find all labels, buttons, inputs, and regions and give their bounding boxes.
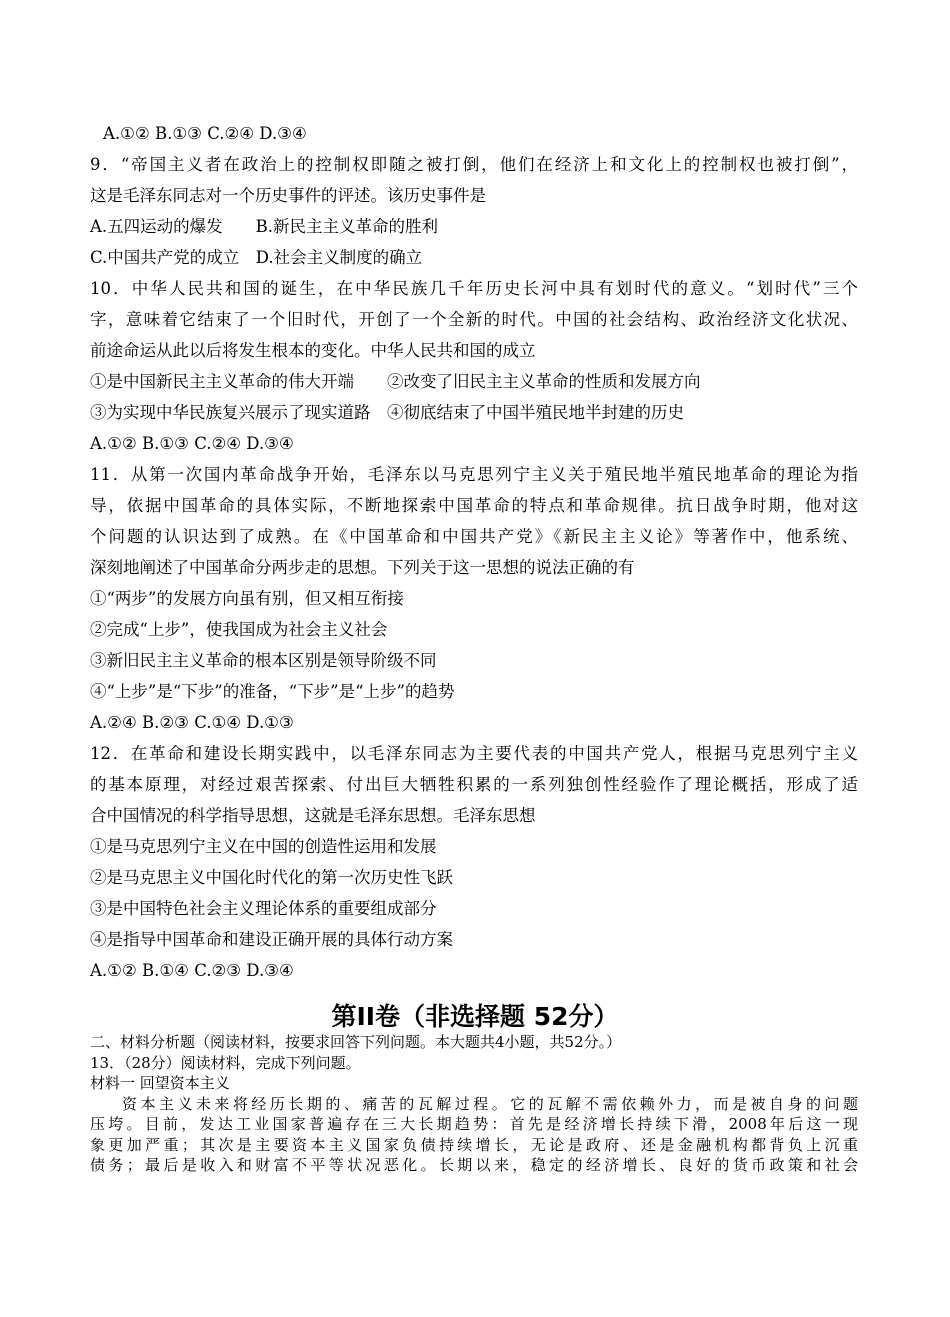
material-1-text: 债务；最后是收入和财富不平等状况恶化。长期以来，稳定的经济增长、良好的货币政策和社会 [90, 1156, 858, 1174]
question-10-stem: 前途命运从此以后将发生根本的变化。中华人民共和国的成立 [90, 341, 536, 360]
question-9-options: C.中国共产党的成立 D.社会主义制度的确立 [90, 248, 423, 267]
question-9-stem: 这是毛泽东同志对一个历史事件的评述。该历史事件是 [90, 186, 486, 205]
question-11-stem: 个问题的认识达到了成熟。在《中国革命和中国共产党》《新民主主义论》等著作中，他系统、 [90, 527, 858, 546]
material-analysis-section [90, 1032, 858, 1176]
question-12-statement: ②是马克思主义中国化时代化的第一次历史性飞跃 [90, 868, 453, 887]
question-11-stem: 11．从第一次国内革命战争开始，毛泽东以马克思列宁主义关于殖民地半殖民地革命的理论为指 [90, 465, 858, 484]
question-12-stem: 合中国情况的科学指导思想，这就是毛泽东思想。毛泽东思想 [90, 806, 536, 825]
material-1-text: 压垮。目前，发达工业国家普遍存在三大长期趋势：首先是经济增长持续下滑，2008年后这一现 [90, 1115, 858, 1133]
question-10-stem: 字，意味着它结束了一个旧时代，开创了一个全新的时代。中国的社会结构、政治经济文化状况、 [90, 310, 858, 329]
question-11-statement: ①“两步”的发展方向虽有别，但又相互衔接 [90, 589, 404, 608]
question-11-options: A.②④ B.②③ C.①④ D.①③ [90, 713, 294, 732]
question-11-statement: ④“上步”是“下步”的准备，“下步”是“上步”的趋势 [90, 682, 455, 701]
question-12-stem: 的基本原理，对经过艰苦探索、付出巨大牺牲积累的一系列独创性经验作了理论概括，形成了适 [90, 775, 858, 794]
question-9-stem: 9．“帝国主义者在政治上的控制权即随之被打倒，他们在经济上和文化上的控制权也被打倒”， [90, 155, 858, 174]
question-11-stem: 导，依据中国革命的具体实际，不断地探索中国革命的特点和革命规律。抗日战争时期，他对这 [90, 496, 858, 515]
material-1-text: 资本主义未来将经历长期的、痛苦的瓦解过程。它的瓦解不需依赖外力，而是被自身的问题 [122, 1094, 858, 1113]
question-11-statement: ③新旧民主主义革命的根本区别是领导阶级不同 [90, 651, 437, 670]
material-1-heading: 材料一 回望资本主义 [90, 1074, 230, 1092]
question-13-stem: 13．（28分）阅读材料，完成下列问题。 [90, 1053, 361, 1072]
question-10-options: A.①② B.①③ C.②④ D.③④ [90, 434, 294, 453]
question-10-statement: ③为实现中华民族复兴展示了现实道路 ④彻底结束了中国半殖民地半封建的历史 [90, 403, 684, 422]
question-12-statement: ③是中国特色社会主义理论体系的重要组成部分 [90, 899, 437, 918]
multiple-choice-questions [90, 118, 858, 986]
material-1-text: 象更加严重；其次是主要资本主义国家负债持续增长，无论是政府、还是金融机构都背负上沉重 [90, 1135, 858, 1154]
question-9-options: A.五四运动的爆发 B.新民主主义革命的胜利 [90, 217, 439, 236]
question-12-options: A.①② B.①④ C.②③ D.③④ [90, 961, 294, 980]
question-10-statement: ①是中国新民主主义革命的伟大开端 ②改变了旧民主主义革命的性质和发展方向 [90, 372, 701, 391]
question-10-stem: 10．中华人民共和国的诞生，在中华民族几千年历史长河中具有划时代的意义。“划时代”三个 [90, 279, 858, 298]
question-11-statement: ②完成“上步”，使我国成为社会主义社会 [90, 620, 388, 639]
section-instructions: 二、材料分析题（阅读材料，按要求回答下列问题。本大题共4小题，共52分。） [90, 1033, 622, 1051]
section-title: 第II卷（非选择题 52分） [331, 1002, 619, 1031]
question-11-stem: 深刻地阐述了中国革命分两步走的思想。下列关于这一思想的说法正确的有 [90, 558, 635, 577]
question-12-statement: ①是马克思列宁主义在中国的创造性运用和发展 [90, 837, 437, 856]
answer-options-q8: A.①② B.①③ C.②④ D.③④ [103, 124, 307, 143]
question-12-stem: 12．在革命和建设长期实践中，以毛泽东同志为主要代表的中国共产党人，根据马克思列宁主义 [90, 744, 858, 763]
question-12-statement: ④是指导中国革命和建设正确开展的具体行动方案 [90, 930, 453, 949]
